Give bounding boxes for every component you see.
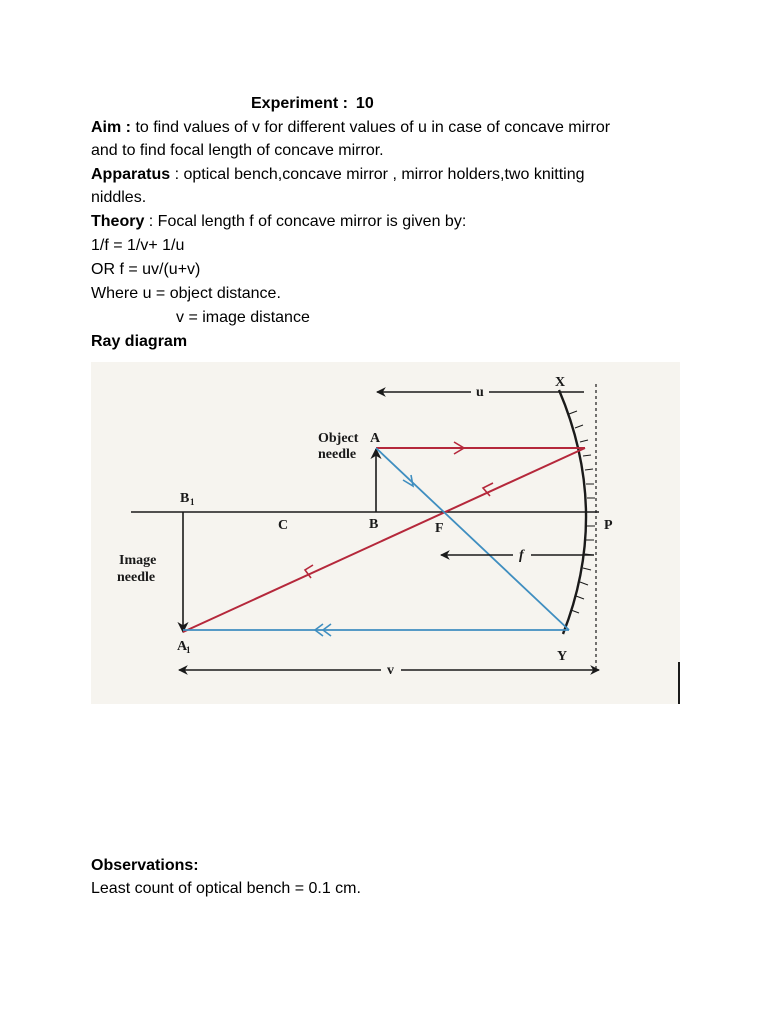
theory-label: Theory [91,213,145,230]
theory-equation-1: 1/f = 1/v+ 1/u [91,237,185,254]
apparatus-line-1 [91,165,585,185]
u-label: u [476,385,484,400]
experiment-number: 10 [355,95,374,112]
apparatus-text-1: : optical bench,concave mirror , mirror holders,two knitting [170,166,585,183]
theory-where-u: Where u = object distance. [91,285,281,302]
apparatus-line-2: niddles. [91,189,147,206]
ray-diagram-svg [91,362,680,704]
point-p-label: P [604,518,613,533]
theory-text-1: : Focal length f of concave mirror is given by: [144,213,467,230]
point-a-label: A [370,431,381,446]
blue-ray-through-focus [376,448,569,630]
object-label-2: needle [318,447,357,462]
object-label-1: Object [318,431,359,446]
point-b1-label: B [180,491,190,506]
point-a1-label: A [177,639,188,654]
point-x-label: X [555,375,566,390]
point-b1-subscript: 1 [190,497,195,507]
blue-arrowhead-1 [403,475,413,486]
aim-line-2: and to find focal length of concave mirror. [91,142,384,159]
title-label: Experiment : [251,95,348,112]
experiment-title [251,94,374,114]
theory-line-1 [91,212,466,232]
v-label: v [387,663,394,678]
ray-diagram-figure [91,362,680,704]
red-ray-reflected [183,448,585,632]
point-c-label: C [278,518,289,533]
ray-diagram-heading: Ray diagram [91,333,188,350]
point-a1-subscript: 1 [186,645,191,655]
observations-heading: Observations: [91,857,199,874]
image-label-2: needle [117,570,156,585]
apparatus-label: Apparatus [91,166,171,183]
aim-label: Aim : [91,119,131,136]
point-b-label: B [369,517,379,532]
aim-line-1 [91,118,610,138]
least-count-text: Least count of optical bench = 0.1 cm. [91,880,361,897]
f-label: f [519,548,524,563]
theory-where-v: v = image distance [176,309,310,326]
theory-equation-2: OR f = uv/(u+v) [91,261,201,278]
point-y-label: Y [557,649,568,664]
image-label-1: Image [119,553,157,568]
aim-text-1: to find values of v for different values of u in case of concave mirror [131,119,611,136]
point-f-label: F [435,521,444,536]
